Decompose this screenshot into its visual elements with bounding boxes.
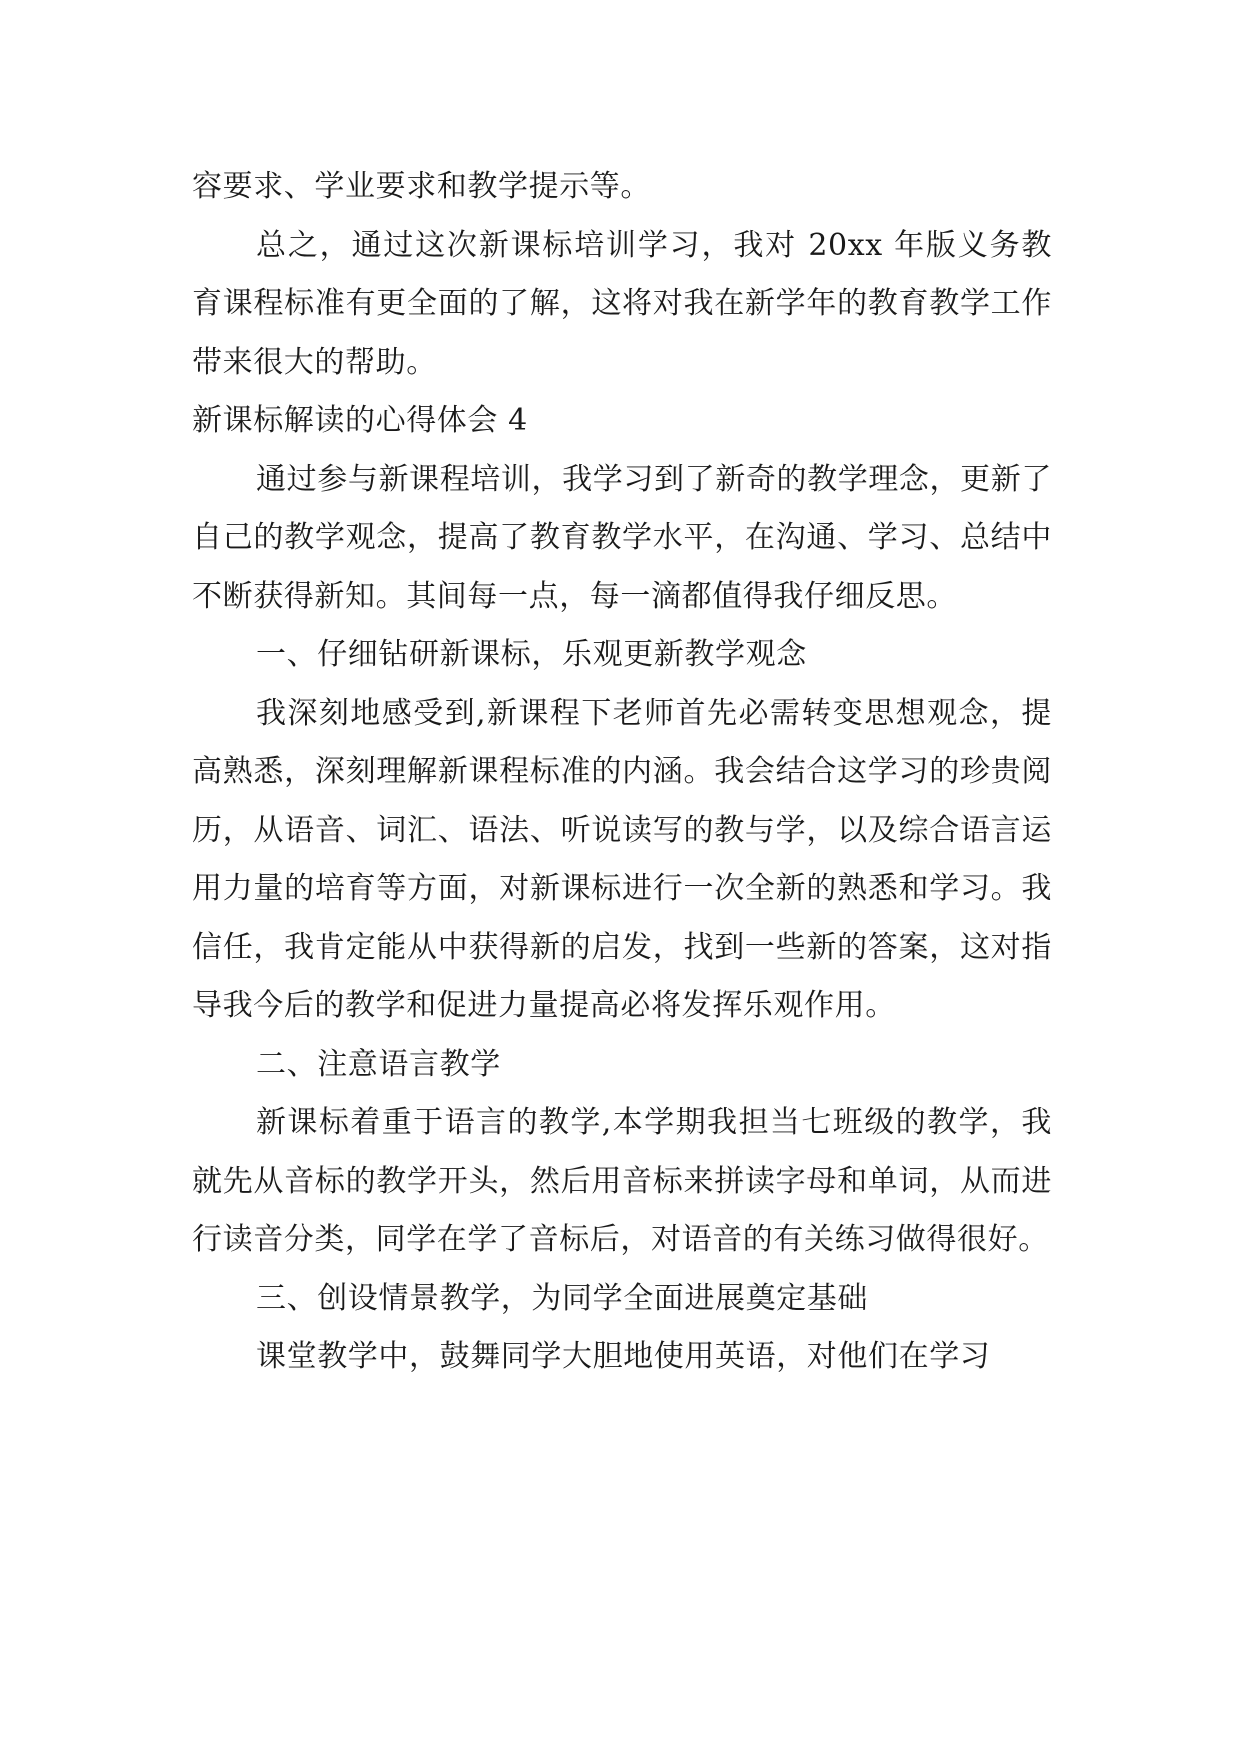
- paragraph-intro: 通过参与新课程培训，我学习到了新奇的教学理念，更新了自己的教学观念，提高了教育教学水平，在沟通、学习、总结中不断获得新知。其间每一点，每一滴都值得我仔细反思。: [192, 461, 1052, 614]
- document-body: [192, 158, 1052, 1387]
- subheading-three: 三、创设情景教学，为同学全面进展奠定基础: [256, 1280, 868, 1316]
- paragraph-three: 课堂教学中，鼓舞同学大胆地使用英语，对他们在学习: [256, 1339, 991, 1374]
- paragraph-summary: 总之，通过这次新课标培训学习，我对 20xx 年版义务教育课程标准有更全面的了解，这将对我在新学年的教育教学工作带来很大的帮助。: [192, 227, 1052, 380]
- section-title: 新课标解读的心得体会 4: [192, 403, 528, 438]
- subheading-two: 二、注意语言教学: [256, 1046, 501, 1082]
- paragraph-one: 我深刻地感受到,新课程下老师首先必需转变思想观念，提高熟悉，深刻理解新课程标准的内涵。我会结合这学习的珍贵阅历，从语音、词汇、语法、听说读写的教与学，以及综合语言运用力量的培育等方面，对新课标进行一次全新的熟悉和学习。我信任，我肯定能从中获得新的启发，找到一些新的答案，这对指导我今后的教学和促进力量提高必将发挥乐观作用。: [192, 695, 1052, 1023]
- paragraph-continuation: 容要求、学业要求和教学提示等。: [192, 169, 651, 204]
- subheading-one: 一、仔细钻研新课标，乐观更新教学观念: [256, 637, 807, 672]
- paragraph-two: 新课标着重于语言的教学,本学期我担当七班级的教学，我就先从音标的教学开头，然后用音标来拼读字母和单词，从而进行读音分类，同学在学了音标后，对语音的有关练习做得很好。: [192, 1105, 1052, 1257]
